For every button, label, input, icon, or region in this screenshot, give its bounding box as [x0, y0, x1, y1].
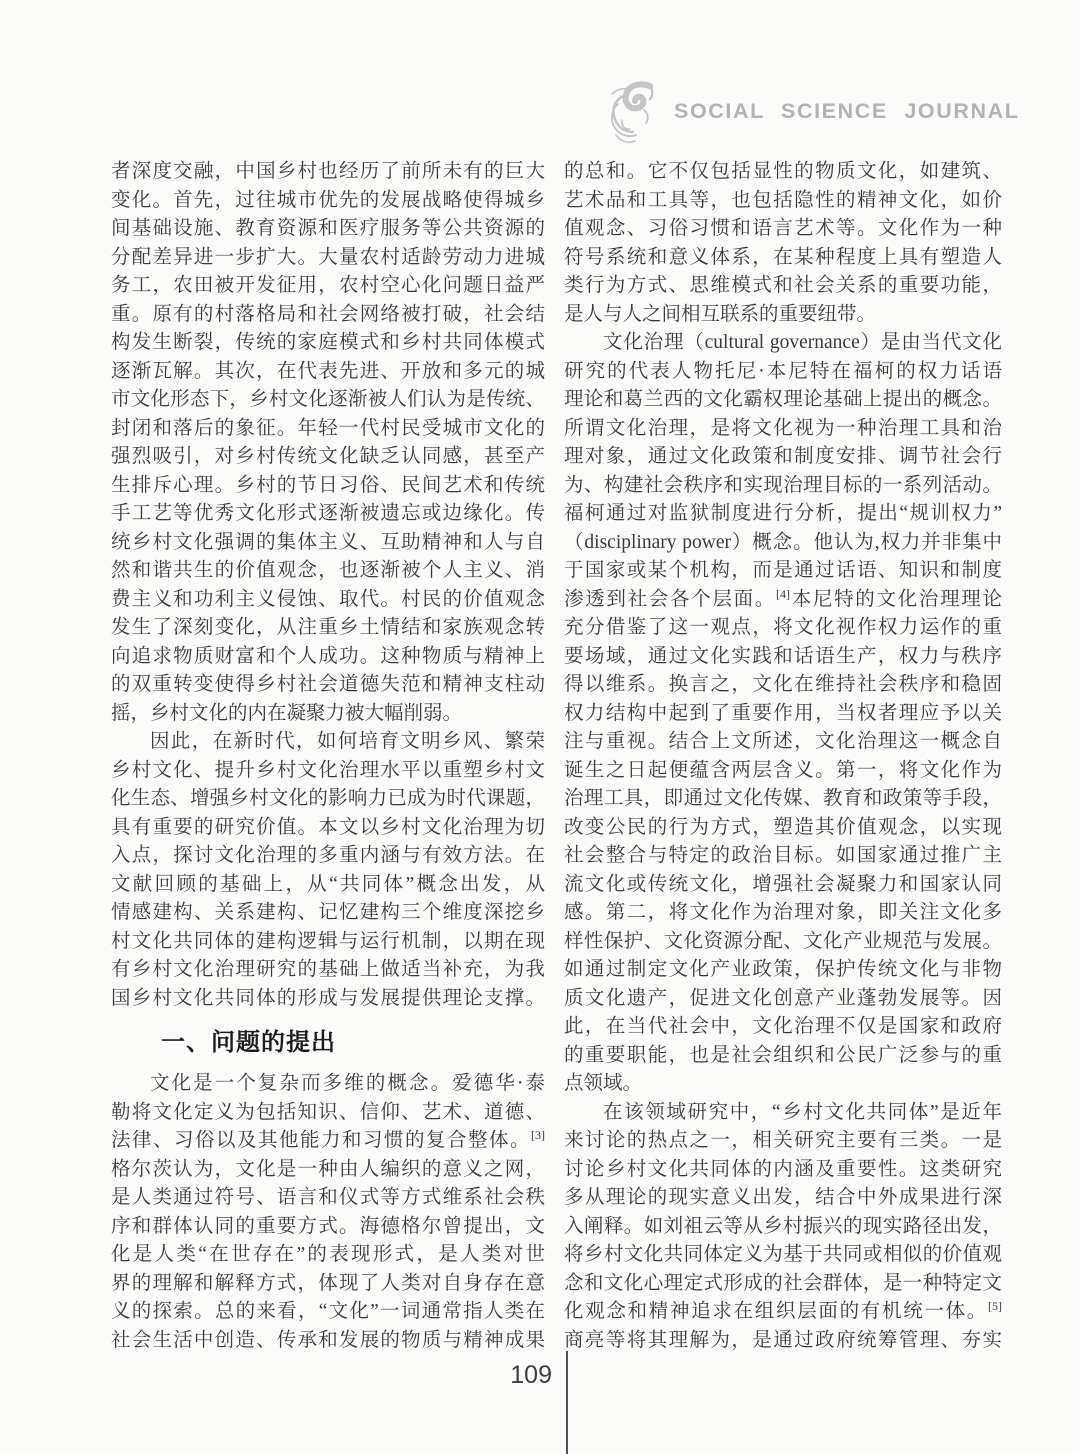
text-line: 发生了深刻变化，从注重乡土情结和家族观念转	[111, 617, 545, 638]
text-line: 是人与人之间相互联系的重要纽带。	[564, 303, 877, 325]
text-line: 在该领域研究中，“乡村文化共同体”是近年	[603, 1101, 1002, 1123]
text-line: 强烈吸引，对乡村传统文化缺乏认同感，甚至产	[111, 446, 545, 467]
text-line: 变化。首先，过往城市优先的发展战略使得城乡	[111, 189, 545, 211]
text-line: 值观念、习俗习惯和语言艺术等。文化作为一种	[564, 218, 1002, 239]
text-line: 此，在当代社会中，文化治理不仅是国家和政府	[564, 1016, 1002, 1037]
text-line: 为、构建社会秩序和实现治理目标的一系列活动。	[564, 474, 1002, 496]
text-line: 所谓文化治理，是将文化视为一种治理工具和治	[564, 417, 1002, 439]
phoenix-logo-icon	[604, 80, 668, 150]
text-line: 权力结构中起到了重要作用，当权者理应予以关	[564, 702, 1002, 724]
text-line: 务工，农田被开发征用，农村空心化问题日益严	[111, 275, 545, 296]
text-line: 文化治理（cultural governance）是由当代文化	[603, 332, 1002, 353]
page-header	[0, 0, 1079, 160]
text-line: 重。原有的村落格局和社会网络被打破，社会结	[111, 303, 545, 325]
text-line: 讨论乡村文化共同体的内涵及重要性。这类研究	[564, 1158, 1002, 1180]
text-line: 向追求物质财富和个人成功。这种物质与精神上	[111, 645, 545, 667]
text-line: 构发生断裂，传统的家庭模式和乡村共同体模式	[111, 332, 545, 353]
text-line: 的重要职能，也是社会组织和公民广泛参与的重	[564, 1044, 1002, 1066]
text-line: 的双重转变使得乡村社会道德失范和精神支柱动	[111, 674, 545, 695]
text-line: 符号系统和意义体系，在某种程度上具有塑造人	[564, 246, 1002, 268]
text-line: 质文化遗产，促进文化创意产业蓬勃发展等。因	[564, 987, 1002, 1009]
text-line: 市文化形态下，乡村文化逐渐被人们认为是传统、	[111, 389, 545, 410]
text-line: 诞生之日起便蕴含两层含义。第一，将文化作为	[564, 759, 1002, 781]
text-line: 得以维系。换言之，文化在维持社会秩序和稳固	[564, 674, 1002, 695]
text-line: 如通过制定文化产业政策，保护传统文化与非物	[564, 959, 1002, 980]
text-line: 国乡村文化共同体的形成与发展提供理论支撑。	[111, 987, 545, 1009]
journal-title: SOCIAL SCIENCE JOURNAL	[674, 99, 1020, 123]
text-line: 生排斥心理。乡村的节日习俗、民间艺术和传统	[111, 474, 545, 496]
text-line: 入阐释。如刘祖云等从乡村振兴的现实路径出发，	[564, 1215, 1002, 1237]
text-line: 将乡村文化共同体定义为基于共同或相似的价值观	[564, 1244, 1002, 1265]
text-line: 是人类通过符号、语言和仪式等方式维系社会秩	[111, 1187, 545, 1208]
text-line: 界的理解和解释方式，体现了人类对自身存在意	[111, 1272, 545, 1294]
text-line: 商亮等将其理解为，是通过政府统筹管理、夯实	[564, 1329, 1002, 1351]
text-line: 点领域。	[564, 1073, 643, 1094]
text-line: 研究的代表人物托尼·本尼特在福柯的权力话语	[564, 360, 1002, 382]
text-line: 福柯通过对监狱制度进行分析，提出“规训权力”	[564, 503, 1002, 524]
text-line: 逐渐瓦解。其次，在代表先进、开放和多元的城	[111, 360, 545, 382]
text-line: 格尔茨认为，文化是一种由人编织的意义之网，	[111, 1158, 545, 1180]
text-line: 封闭和落后的象征。年轻一代村民受城市文化的	[111, 417, 545, 439]
text-line: 于国家或某个机构，而是通过话语、知识和制度	[564, 560, 1002, 581]
text-line: 改变公民的行为方式，塑造其价值观念，以实现	[564, 816, 1002, 838]
text-line: 因此，在新时代，如何培育文明乡风、繁荣	[150, 731, 545, 752]
text-line: 义的探索。总的来看，“文化”一词通常指人类在	[111, 1301, 545, 1322]
text-line: 具有重要的研究价值。本文以乡村文化治理为切	[111, 816, 545, 838]
text-line: 来讨论的热点之一，相关研究主要有三类。一是	[564, 1130, 1002, 1151]
text-line: 充分借鉴了这一观点，将文化视作权力运作的重	[564, 617, 1002, 638]
text-line: （disciplinary power）概念。他认为,权力并非集中	[564, 531, 1002, 553]
text-line: 者深度交融，中国乡村也经历了前所未有的巨大	[111, 161, 545, 182]
text-line: 然和谐共生的价值观念，也逐渐被个人主义、消	[111, 560, 545, 581]
text-line: 治理工具，即通过文化传媒、教育和政策等手段，	[564, 788, 1002, 809]
text-line: 文献回顾的基础上，从“共同体”概念出发，从	[111, 873, 545, 895]
text-line: 有乡村文化治理研究的基础上做适当补充，为我	[111, 959, 545, 980]
left-column	[111, 158, 545, 1355]
text-line: 文化是一个复杂而多维的概念。爱德华·泰	[150, 1073, 545, 1094]
text-line: 感。第二，将文化作为治理对象，即关注文化多	[564, 902, 1002, 923]
section-heading: 一、问题的提出	[161, 1029, 336, 1056]
text-line: 乡村文化、提升乡村文化治理水平以重塑乡村文	[111, 759, 545, 781]
text-line: 统乡村文化强调的集体主义、互助精神和人与自	[111, 531, 545, 553]
text-line: 类行为方式、思维模式和社会关系的重要功能，	[564, 275, 1002, 296]
text-line: 社会生活中创造、传承和发展的物质与精神成果	[111, 1329, 545, 1351]
text-line: 序和群体认同的重要方式。海德格尔曾提出，文	[111, 1215, 545, 1237]
text-line: 理论和葛兰西的文化霸权理论基础上提出的概念。	[564, 389, 1002, 410]
text-line: 费主义和功利主义侵蚀、取代。村民的价值观念	[111, 588, 545, 610]
text-line: 手工艺等优秀文化形式逐渐被遗忘或边缘化。传	[111, 503, 545, 524]
text-line: 多从理论的现实意义出发，结合中外成果进行深	[564, 1187, 1002, 1208]
text-line: 理对象，通过文化政策和制度安排、调节社会行	[564, 446, 1002, 467]
text-line: 分配差异进一步扩大。大量农村适龄劳动力进城	[111, 246, 545, 268]
text-line: 化观念和精神追求在组织层面的有机统一体。[5]	[564, 1299, 1002, 1322]
text-line: 念和文化心理定式形成的社会群体，是一种特定文	[564, 1272, 1002, 1294]
right-column	[564, 158, 1002, 1355]
text-line: 要场域，通过文化实践和话语生产，权力与秩序	[564, 645, 1002, 667]
text-line: 样性保护、文化资源分配、文化产业规范与发展。	[564, 930, 1002, 952]
text-line: 艺术品和工具等，也包括隐性的精神文化，如价	[564, 189, 1002, 211]
text-line: 摇，乡村文化的内在凝聚力被大幅削弱。	[111, 702, 463, 724]
text-line: 法律、习俗以及其他能力和习惯的复合整体。[3]	[111, 1128, 545, 1151]
text-line: 化是人类“在世存在”的表现形式，是人类对世	[111, 1244, 545, 1265]
text-line: 入点，探讨文化治理的多重内涵与有效方法。在	[111, 845, 545, 866]
text-line: 的总和。它不仅包括显性的物质文化，如建筑、	[564, 161, 1002, 182]
page-number: 109	[510, 1361, 552, 1389]
text-line: 渗透到社会各个层面。[4]本尼特的文化治理理论	[564, 586, 1002, 610]
text-line: 勒将文化定义为包括知识、信仰、艺术、道德、	[111, 1101, 545, 1123]
footer-divider-line	[566, 1351, 568, 1454]
text-line: 情感建构、关系建构、记忆建构三个维度深挖乡	[111, 902, 545, 923]
text-line: 村文化共同体的建构逻辑与运行机制，以期在现	[111, 930, 545, 952]
text-line: 化生态、增强乡村文化的影响力已成为时代课题，	[111, 788, 545, 809]
text-line: 间基础设施、教育资源和医疗服务等公共资源的	[111, 218, 545, 239]
text-line: 社会整合与特定的政治目标。如国家通过推广主	[564, 845, 1002, 866]
text-line: 流文化或传统文化，增强社会凝聚力和国家认同	[564, 873, 1002, 895]
text-line: 注与重视。结合上文所述，文化治理这一概念自	[564, 731, 1002, 752]
